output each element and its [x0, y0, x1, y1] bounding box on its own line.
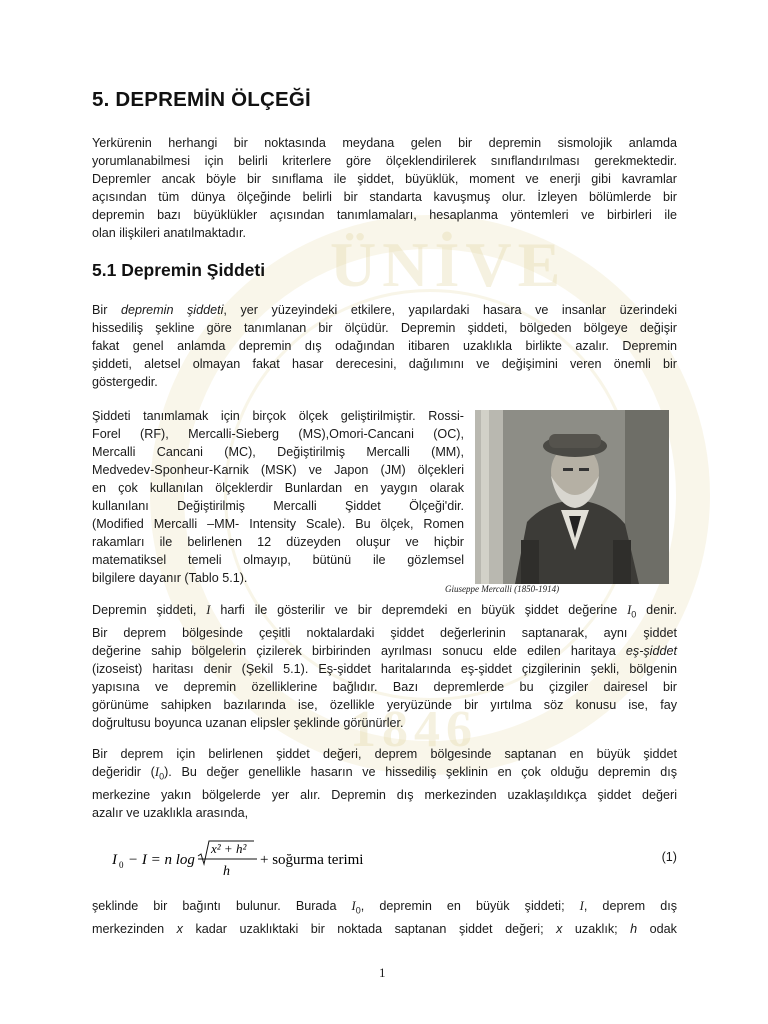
text-line: Forel (RF), Mercalli-Sieberg (MS),Omori-Cancani (OC),: [92, 427, 464, 441]
text-line: (izoseist) haritası denir (Şekil 5.1). Eş-şiddet haritalarında eş-şiddet çizgilerinin şekli, bölgenin: [92, 661, 677, 676]
text-line: bilgilere dayanır (Tablo 5.1).: [92, 571, 248, 585]
intensity-paragraph: [92, 601, 677, 732]
text-line: hissediliş şekline göre tanımlanan bir ölçüdür. Depremin şiddeti, bölgeden bölgeye değişir: [92, 321, 677, 335]
intensity-attenuation-equation: [112, 838, 677, 880]
text-line: göstergedir.: [92, 375, 158, 389]
equation-I0: I: [112, 852, 117, 868]
text-line: yapısına ve depremin özelliklerine bağlıdır. Bazı depremlerde bu çizgiler dairesel bir: [92, 679, 677, 694]
equation-minus-I-nlog: − I = n log: [128, 852, 195, 868]
text-line: fakat genel anlamda depremin dış odağından itibaren uzaklıkla birlikte azalır. Depremin: [92, 339, 677, 353]
page-number: 1: [379, 965, 386, 980]
text-line: doğrultusu boyunca uzanan elipsler şeklinde görünürler.: [92, 715, 404, 730]
text-line: şiddeti, aletsel olmayan fakat hasar derecesini, dağılımını ve değişimini veren önemli bir: [92, 357, 677, 371]
closing-paragraph: [92, 897, 677, 938]
text-line: kullanılanı Değiştirilmiş Mercalli Şiddet Ölçeği'dir.: [92, 499, 464, 513]
text-line: en çok kullanılan ölçeklerdir Bunlardan en yaygın olarak: [92, 481, 464, 495]
text-line: (Modified Mercalli –MM- Intensity Scale). Bu ölçek, Romen: [92, 517, 464, 531]
equation-number: (1): [661, 850, 677, 864]
text-line: merkezinden x kadar uzaklıktaki bir noktada saptanan şiddet değeri; x uzaklık; h odak: [92, 921, 677, 936]
text-line: şeklinde bir bağıntı bulunur. Burada $I_0$, depremin en büyük şiddeti; I, deprem dış: [92, 899, 678, 916]
text-line: değeridir $(I_0)$. Bu değer genellikle hasarın ve hissediliş şeklinin en çok olduğu depremin dış: [92, 765, 677, 782]
equation-radicand: x² + h²: [211, 841, 247, 856]
text-line: olan ilişkileri anatılmaktadır.: [92, 226, 246, 240]
intro-paragraph: [92, 134, 677, 242]
text-line: matematiksel temeli olmayıp, bütünü ile gözlemsel: [92, 553, 464, 567]
text-line: rakamları ile belirlenen 12 düzeyden oluşur ve hiçbir: [92, 535, 464, 549]
text-line: Bir depremin şiddeti, yer yüzeyindeki etkilere, yapılardaki hasara ve insanlar üzerindeki: [92, 303, 677, 317]
watermark-text-top: ÜNİVE: [330, 229, 567, 300]
text-line: Depremler ancak böyle bir sınıflama ile şiddet, büyüklük, moment ve enerji gibi kavramlar: [92, 172, 677, 186]
text-line: yorumlanabilmesi için belirli kriterlere göre ölçeklendirilerek sınıflandırılması gerekmektedir.: [92, 154, 677, 168]
mercalli-portrait-photo: [475, 410, 669, 584]
text-line: Bir deprem bölgesinde çeşitli noktalardaki şiddet değerlerinin saptanarak, aynı şiddet: [92, 625, 677, 640]
text-line: Şiddeti tanımlamak için birçok ölçek geliştirilmiştir. Rossi-: [92, 409, 464, 423]
max-intensity-paragraph: [92, 745, 677, 822]
photo-caption: Giuseppe Mercalli (1850-1914): [445, 584, 560, 594]
text-line: açısından tüm dünya ölçeğinde belirli bir standarta kavuşmuş olur. İzleyen bölümlerde bir: [92, 190, 677, 204]
equation-I0-sub: 0: [119, 860, 124, 870]
chapter-heading: 5. DEPREMİN ÖLÇEĞİ: [92, 88, 311, 111]
text-line: görünüme sahipken bazılarında ise, özellikle yeryüzünde bir yırtılma söz konusu ise, fay: [92, 697, 677, 712]
text-line: Mercalli Cancani (MC), Değiştirilmiş Mercalli (MM),: [92, 445, 464, 459]
section-heading: 5.1 Depremin Şiddeti: [92, 260, 266, 280]
text-line: değerine sahip bölgelerin çizilerek birbirinden ayrılması sonucu elde edilen haritaya eş-şiddet: [92, 643, 677, 658]
text-line: Bir deprem için belirlenen şiddet değeri, deprem bölgesinde saptanan en büyük şiddet: [92, 747, 677, 761]
text-line: Depremin şiddeti, I harfi ile gösterilir ve bir depremdeki en büyük şiddet değerine $I_0$ denir.: [92, 603, 677, 620]
text-line: azalır ve uzaklıkla arasında,: [92, 805, 249, 820]
text-line: Medvedev-Sponheur-Karnik (MSK) ve Japon (JM) ölçekleri: [92, 463, 464, 477]
text-line: Yerkürenin herhangi bir noktasında meydana gelen bir depremin sismolojik anlamda: [92, 136, 677, 150]
scales-paragraph: [92, 407, 464, 587]
equation-denominator: h: [223, 864, 230, 879]
text-line: depremin bazı büyüklükler açısından tanımlamaları, hesaplanma yöntemleri ve birbirleri ile: [92, 208, 677, 222]
definition-paragraph: [92, 301, 677, 391]
text-line: merkezine yakın bölgelerde yer alır. Depremin dış merkezinden uzaklaşıldıkça şiddet değeri: [92, 787, 677, 802]
equation-absorption-term: + soğurma terimi: [260, 852, 364, 868]
watermark-year: 1846: [350, 701, 478, 758]
